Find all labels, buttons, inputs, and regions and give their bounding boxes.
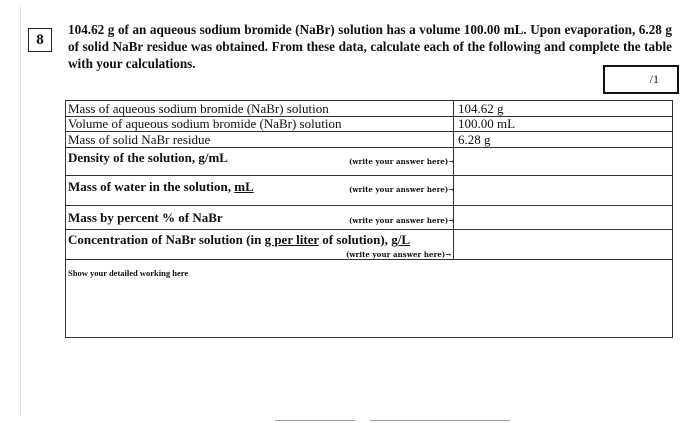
question-text: 104.62 g of an aqueous sodium bromide (NaBr) solution has a volume 100.00 mL. Upon evaporation, 6.28 g of solid NaBr residue was obtained. From these data, calculate each of the following and complete the table with your calculations. bbox=[68, 22, 672, 71]
answer-table bbox=[65, 100, 673, 338]
question-number: 8 bbox=[36, 31, 44, 48]
row-label-mass-solution: Mass of aqueous sodium bromide (NaBr) solution bbox=[68, 101, 329, 116]
concentration-unit: g/L bbox=[391, 232, 411, 247]
score-box bbox=[603, 65, 679, 94]
answer-field-density[interactable] bbox=[454, 148, 672, 175]
answer-hint-density: (write your answer here)→ bbox=[349, 157, 455, 166]
row-label-mass-residue: Mass of solid NaBr residue bbox=[68, 132, 211, 147]
row-label-volume-solution: Volume of aqueous sodium bromide (NaBr) solution bbox=[68, 116, 342, 131]
row-label-mass-percent: Mass by percent % of NaBr bbox=[68, 210, 223, 225]
mass-water-unit: mL bbox=[234, 179, 254, 194]
row-label-concentration bbox=[68, 232, 410, 247]
row-label-density: Density of the solution, g/mL bbox=[68, 150, 228, 165]
row-value-volume-solution: 100.00 mL bbox=[458, 116, 516, 131]
answer-field-mass-water[interactable] bbox=[454, 176, 672, 205]
working-area[interactable] bbox=[66, 260, 672, 337]
concentration-label-middle: of solution), bbox=[318, 232, 392, 247]
question-number-box bbox=[28, 28, 52, 52]
answer-hint-mass-percent: (write your answer here)→ bbox=[349, 216, 455, 225]
working-area-label: Show your detailed working here bbox=[68, 268, 189, 278]
row-value-mass-residue: 6.28 g bbox=[458, 132, 491, 147]
concentration-label-start: Concentration of NaBr solution (in bbox=[68, 232, 265, 247]
score-label: /1 bbox=[649, 72, 659, 86]
footer-line-right bbox=[370, 420, 510, 421]
mass-water-label-text: Mass of water in the solution, bbox=[68, 179, 235, 194]
answer-hint-concentration: (write your answer here)→ bbox=[346, 250, 452, 259]
footer-line-left bbox=[275, 420, 355, 421]
answer-field-mass-percent[interactable] bbox=[454, 206, 672, 229]
answer-hint-mass-water: (write your answer here)→ bbox=[349, 185, 455, 194]
row-value-mass-solution: 104.62 g bbox=[458, 101, 504, 116]
page-margin-rule bbox=[20, 6, 21, 416]
row-label-mass-water bbox=[68, 179, 254, 194]
answer-field-concentration[interactable] bbox=[454, 230, 672, 259]
concentration-label-gpl: g per liter bbox=[264, 232, 319, 247]
